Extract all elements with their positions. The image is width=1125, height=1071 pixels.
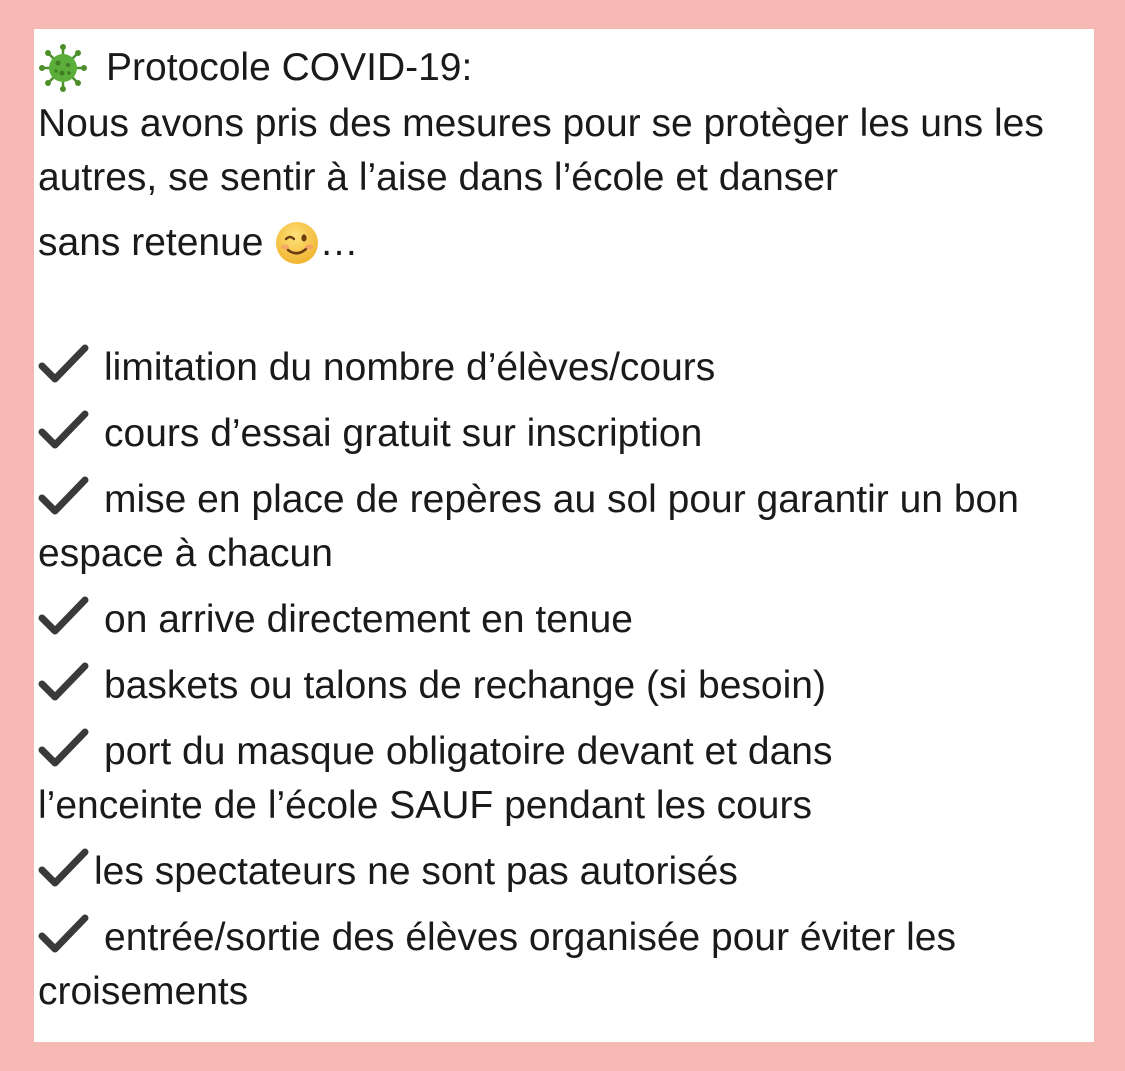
list-item [38,911,1083,1019]
list-item-text: on arrive directement en tenue [104,598,633,641]
list-item-text: entrée/sortie des élèves organisée pour éviter les croisements [38,916,956,1013]
intro-end-text: sans retenue [38,221,264,264]
virus-icon [38,43,88,93]
list-item-text: port du masque obligatoire devant et dans l’enceinte de l’école SAUF pendant les cours [38,730,833,827]
list-item-text: baskets ou talons de rechange (si besoin) [104,664,826,707]
check-mark-icon [38,662,90,702]
check-mark-icon [38,728,90,768]
check-mark-icon [38,344,90,384]
measures-list [38,341,1094,1019]
list-item [38,407,1094,461]
list-item [38,341,1094,395]
intro-end-line [38,213,1094,273]
intro-text: Nous avons pris des mesures pour se protèger les uns les autres, se sentir à l’aise dans l’école et danser [38,102,1044,199]
check-mark-icon [38,596,90,636]
check-mark-icon [38,410,90,450]
list-item-text: mise en place de repères au sol pour garantir un bon espace à chacun [38,478,1019,575]
list-item-text: limitation du nombre d’élèves/cours [104,346,716,389]
list-item [38,659,1094,713]
list-item [38,473,1058,581]
list-item-text: cours d’essai gratuit sur inscription [104,412,703,455]
list-item [38,725,978,833]
check-mark-icon [38,848,90,888]
check-mark-icon [38,476,90,516]
page-title: Protocole COVID-19: [106,46,473,89]
intro-ellipsis: … [319,221,359,264]
spacer [38,273,1094,341]
list-item [38,845,1094,899]
protocol-card [34,29,1094,1042]
list-item [38,593,1094,647]
winking-face-icon [274,220,320,266]
list-item-text: les spectateurs ne sont pas autorisés [94,850,738,893]
check-mark-icon [38,914,90,954]
title-line [38,43,1094,93]
